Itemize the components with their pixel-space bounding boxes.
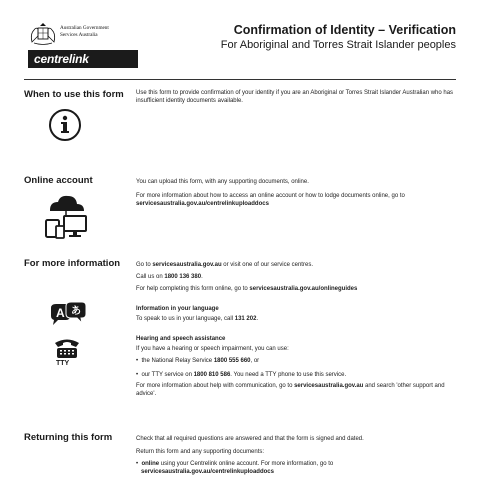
more-p2: Call us on 1800 136 380. [136, 274, 203, 280]
more-p3: For help completing this form online, go to servicesaustralia.gov.au/onlineguides [136, 286, 358, 292]
returning-bullet-1: • online using your Centrelink online account. For more information, go to servicesaustralia.gov.au/centrelinkuploaddocs [136, 461, 334, 475]
relay-phone: 1800 555 660 [213, 358, 251, 364]
services-search-link[interactable]: servicesaustralia.gov.au [294, 383, 364, 389]
online-text-1: You can upload this form, with any supporting documents, online. [136, 179, 309, 185]
when-description: Use this form to provide confirmation of your identity if you are an Aboriginal or Torres Strait Islander Australian who has insufficient identity documents available. [136, 90, 454, 104]
online-upload-link[interactable]: servicesaustralia.gov.au/centrelinkuploaddocs [136, 200, 269, 207]
hs-heading: Hearing and speech assistance [136, 336, 226, 342]
tty-label: TTY [56, 360, 70, 367]
tty-phone: 1800 810 586 [193, 372, 231, 378]
hs-bullet-1: • the National Relay Service 1800 555 660, or [136, 358, 260, 364]
section-heading-more: For more information [24, 258, 121, 269]
page-subtitle: For Aboriginal and Torres Strait Islander peoples [220, 39, 456, 51]
hs-intro: If you have a hearing or speech impairment, you can use: [136, 346, 289, 352]
page-header [0, 0, 480, 80]
online-guides-link[interactable]: servicesaustralia.gov.au/onlineguides [249, 286, 358, 292]
svg-text:A: A [56, 306, 65, 320]
coat-of-arms-icon [28, 22, 58, 46]
returning-p2: Return this form and any supporting documents: [136, 449, 265, 455]
hs-bullet-2: • our TTY service on 1800 810 586. You need a TTY phone to use this service. [136, 372, 347, 378]
language-phone: 131 202 [234, 316, 257, 322]
section-heading-returning: Returning this form [24, 432, 113, 443]
lang-heading: Information in your language [136, 306, 219, 312]
lang-text: To speak to us in your language, call 131 202. [136, 316, 259, 322]
more-p1: Go to servicesaustralia.gov.au or visit one of our service centres. [136, 262, 313, 268]
agency-name: Services Australia [60, 32, 98, 38]
services-link[interactable]: servicesaustralia.gov.au [152, 262, 222, 268]
returning-upload-link[interactable]: servicesaustralia.gov.au/centrelinkuploaddocs [141, 468, 274, 475]
centrelink-brand: centrelink [34, 52, 89, 66]
online-text-2: For more information about how to access an online account or how to lodge documents online, go to servicesaustralia.gov.au/centrelinkuploaddocs [136, 193, 405, 207]
page-title: Confirmation of Identity – Verification [233, 23, 456, 37]
section-heading-online: Online account [24, 175, 93, 186]
australian-government-logo [28, 22, 138, 46]
phone-number: 1800 136 380 [164, 274, 202, 280]
language-translate-icon [48, 300, 88, 330]
header-divider [24, 79, 456, 80]
info-circle-icon [48, 108, 82, 142]
svg-text:あ: あ [71, 306, 81, 317]
gov-name: Australian Government [60, 25, 109, 31]
returning-p1: Check that all required questions are answered and that the form is signed and dated. [136, 436, 364, 442]
hs-more: For more information about help with communication, go to servicesaustralia.gov.au and search 'other support and advice'. [136, 383, 445, 397]
cloud-devices-icon [40, 190, 92, 242]
section-heading-when: When to use this form [24, 89, 124, 100]
